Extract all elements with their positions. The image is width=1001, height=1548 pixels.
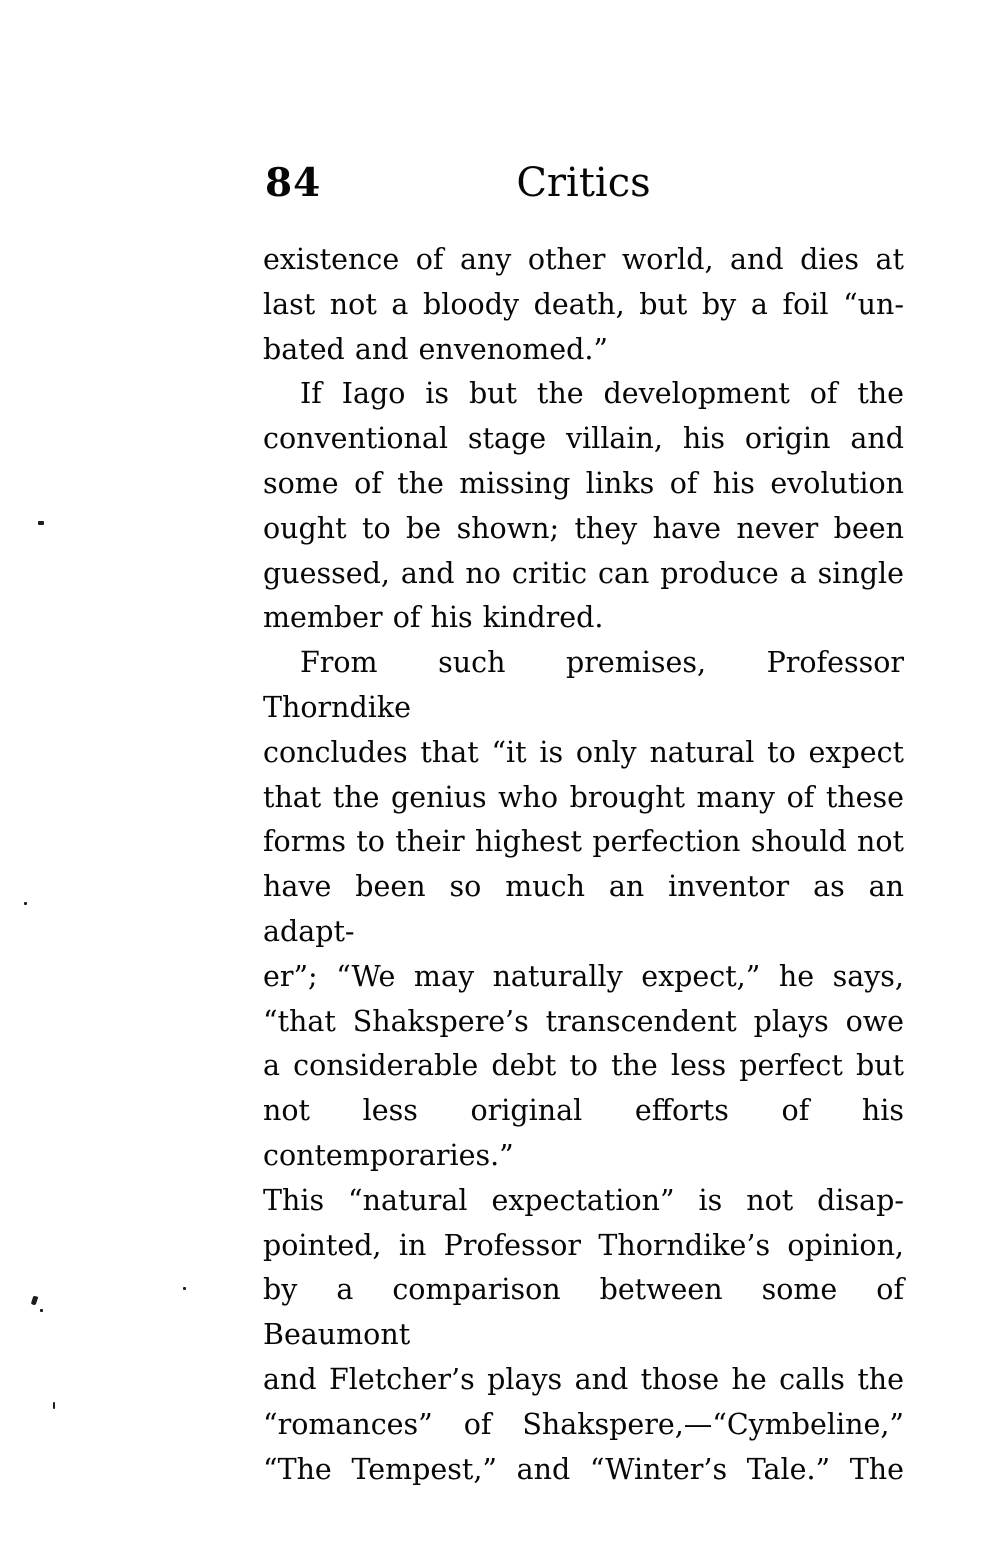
text-line: concludes that “it is only natural to expect (263, 735, 904, 769)
paragraph (263, 641, 904, 1492)
scan-speck (53, 1402, 55, 1409)
scan-speck (31, 1295, 39, 1305)
text-line: ought to be shown; they have never been (263, 511, 904, 545)
text-line: pointed, in Professor Thorndike’s opinion, (263, 1228, 904, 1262)
text-line: that the genius who brought many of these (263, 780, 904, 814)
text-line: From such premises, Professor Thorndike (263, 646, 904, 724)
page-header (263, 160, 904, 210)
page-header-title: Critics (516, 160, 651, 206)
text-line: er”; “We may naturally expect,” he says, (263, 959, 904, 993)
text-line: “romances” of Shakspere,—“Cymbeline,” (263, 1407, 904, 1441)
text-line: “The Tempest,” and “Winter’s Tale.” The (263, 1452, 904, 1486)
text-line: have been so much an inventor as an adapt- (263, 870, 904, 948)
text-line: last not a bloody death, but by a foil “un- (263, 287, 904, 321)
text-line: existence of any other world, and dies at (263, 243, 904, 276)
text-line: This “natural expectation” is not disap- (263, 1183, 904, 1217)
text-line: member of his kindred. (263, 601, 604, 635)
text-line: a considerable debt to the less perfect but (263, 1049, 904, 1083)
paragraph (263, 372, 904, 641)
paragraph (263, 238, 904, 372)
scan-speck (183, 1287, 186, 1290)
text-line: If Iago is but the development of the (300, 377, 904, 411)
text-line: and Fletcher’s plays and those he calls the (263, 1362, 904, 1396)
scan-speck (40, 1309, 43, 1312)
text-line: not less original efforts of his contemporaries.” (263, 1094, 904, 1172)
body-text (263, 238, 904, 1492)
text-line: “that Shakspere’s transcendent plays owe (263, 1004, 904, 1038)
scan-speck (24, 902, 27, 905)
text-line: conventional stage villain, his origin and (263, 422, 904, 456)
scan-speck (38, 521, 44, 525)
text-line: by a comparison between some of Beaumont (263, 1273, 904, 1352)
text-line: guessed, and no critic can produce a single (263, 556, 904, 590)
page-number: 84 (265, 160, 322, 206)
text-line: some of the missing links of his evolution (263, 466, 904, 500)
text-line: forms to their highest perfection should not (263, 825, 904, 859)
text-line: bated and envenomed.” (263, 332, 608, 366)
